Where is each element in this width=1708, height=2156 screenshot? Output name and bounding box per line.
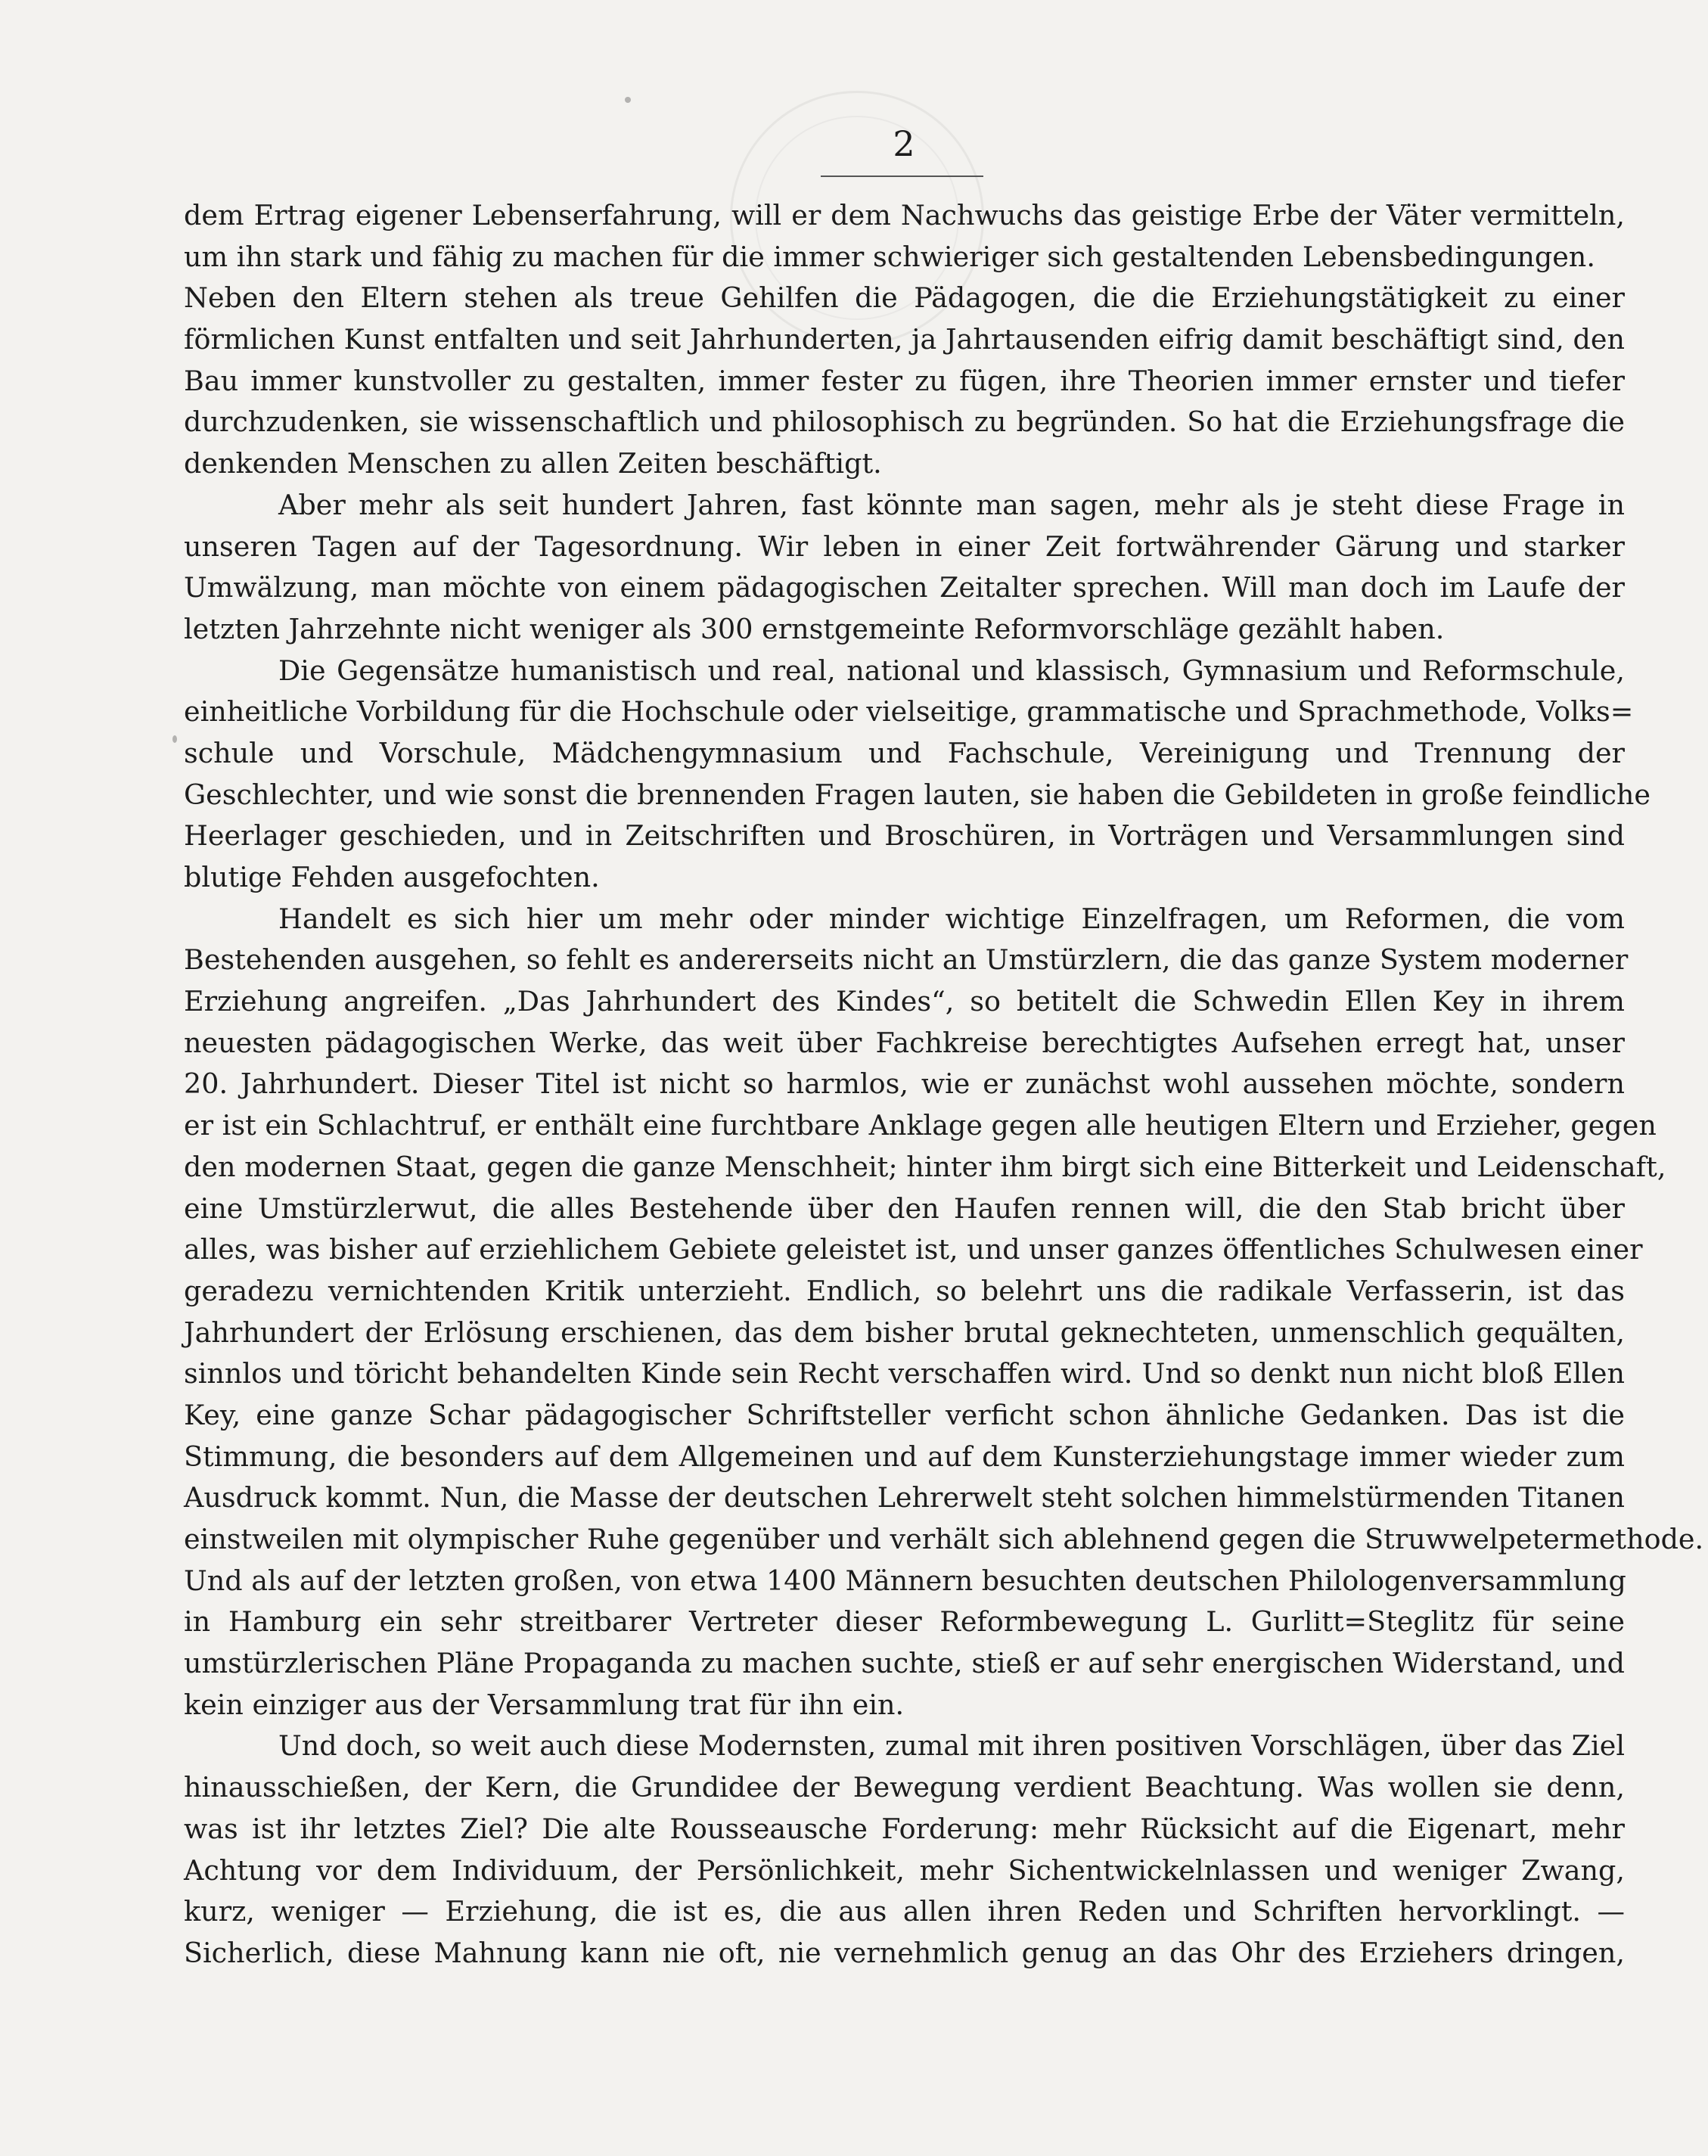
text-line: unseren Tagen auf der Tagesordnung. Wir leben in einer Zeit fortwährender Gärung und starker (184, 530, 1625, 563)
text-line: hinausschießen, der Kern, die Grundidee der Bewegung verdient Beachtung. Was wollen sie denn, (184, 1771, 1625, 1804)
text-line: umstürzlerischen Pläne Propaganda zu machen suchte, stieß er auf sehr energischen Widerstand, und (184, 1647, 1625, 1680)
text-line: Und doch, so weit auch diese Modernsten, zumal mit ihren positiven Vorschlägen, über das Ziel (278, 1729, 1625, 1763)
body-text (184, 195, 1704, 1974)
text-line: sinnlos und töricht behandelten Kinde sein Recht verschaffen wird. Und so denkt nun nicht bloß Ellen (184, 1357, 1625, 1390)
text-line: Geschlechter, und wie sonst die brennenden Fragen lauten, sie haben die Gebildeten in große feindliche (184, 778, 1651, 811)
scan-speck (625, 97, 631, 103)
text-line: Sicherlich, diese Mahnung kann nie oft, nie vernehmlich genug an das Ohr des Erziehers dringen, (184, 1936, 1625, 1969)
text-line: neuesten pädagogischen Werke, das weit über Fachkreise berechtigtes Aufsehen erregt hat, unser (184, 1026, 1625, 1059)
text-line: alles, was bisher auf erziehlichem Gebiete geleistet ist, und unser ganzes öffentliches Schulwesen einer (184, 1233, 1643, 1266)
text-line: in Hamburg ein sehr streitbarer Vertreter dieser Reformbewegung L. Gurlitt=Steglitz für seine (184, 1605, 1625, 1639)
text-line: geradezu vernichtenden Kritik unterzieht. Endlich, so belehrt uns die radikale Verfasserin, ist das (184, 1274, 1625, 1307)
text-line: kein einziger aus der Versammlung trat für ihn ein. (184, 1688, 905, 1721)
text-line: Die Gegensätze humanistisch und real, national und klassisch, Gymnasium und Reformschule, (278, 654, 1625, 687)
text-line: Neben den Eltern stehen als treue Gehilfen die Pädagogen, die die Erziehungstätigkeit zu einer (184, 281, 1625, 315)
text-line: Aber mehr als seit hundert Jahren, fast könnte man sagen, mehr als je steht diese Frage in (278, 488, 1625, 521)
text-line: was ist ihr letztes Ziel? Die alte Rousseausche Forderung: mehr Rücksicht auf die Eigenart, mehr (184, 1812, 1625, 1845)
text-line: durchzudenken, sie wissenschaftlich und philosophisch zu begründen. So hat die Erziehungsfrage die (184, 405, 1625, 439)
text-line: letzten Jahrzehnte nicht weniger als 300 ernstgemeinte Reformvorschläge gezählt haben. (184, 612, 1445, 645)
page-number: 2 (893, 123, 915, 164)
text-line: Handelt es sich hier um mehr oder minder wichtige Einzelfragen, um Reformen, die vom (278, 902, 1625, 935)
text-line: den modernen Staat, gegen die ganze Menschheit; hinter ihm birgt sich eine Bitterkeit und Leidenschaft, (184, 1150, 1666, 1183)
text-line: Achtung vor dem Individuum, der Persönlichkeit, mehr Sichentwickelnlassen und weniger Zwang, (184, 1853, 1625, 1887)
text-line: dem Ertrag eigener Lebenserfahrung, will er dem Nachwuchs das geistige Erbe der Väter vermitteln, (184, 199, 1625, 231)
text-line: Umwälzung, man möchte von einem pädagogischen Zeitalter sprechen. Will man doch im Laufe der (184, 571, 1625, 604)
text-line: Heerlager geschieden, und in Zeitschriften und Broschüren, in Vorträgen und Versammlungen sind (184, 819, 1625, 853)
text-line: denkenden Menschen zu allen Zeiten beschäftigt. (184, 447, 882, 480)
text-line: Bau immer kunstvoller zu gestalten, immer fester zu fügen, ihre Theorien immer ernster und tiefer (184, 364, 1625, 397)
text-line: förmlichen Kunst entfalten und seit Jahrhunderten, ja Jahrtausenden eifrig damit beschäftigt sind, den (184, 323, 1625, 356)
text-line: Ausdruck kommt. Nun, die Masse der deutschen Lehrerwelt steht solchen himmelstürmenden Titanen (184, 1481, 1625, 1514)
text-line: einstweilen mit olympischer Ruhe gegenüber und verhält sich ablehnend gegen die Struwwelpetermethode. (184, 1523, 1704, 1555)
text-line: Jahrhundert der Erlösung erschienen, das dem bisher brutal geknechteten, unmenschlich gequälten, (184, 1316, 1625, 1349)
text-line: Key, eine ganze Schar pädagogischer Schriftsteller verficht schon ähnliche Gedanken. Das ist die (184, 1398, 1625, 1431)
text-line: eine Umstürzlerwut, die alles Bestehende über den Haufen rennen will, die den Stab bricht über (184, 1191, 1625, 1225)
text-line: 20. Jahrhundert. Dieser Titel ist nicht so harmlos, wie er zunächst wohl aussehen möchte, sondern (184, 1067, 1625, 1101)
text-line: schule und Vorschule, Mädchengymnasium und Fachschule, Vereinigung und Trennung der (184, 736, 1625, 769)
text-line: Stimmung, die besonders auf dem Allgemeinen und auf dem Kunsterziehungstage immer wieder zum (184, 1440, 1625, 1473)
text-line: Erziehung angreifen. „Das Jahrhundert des Kindes“, so betitelt die Schwedin Ellen Key in ihrem (184, 985, 1625, 1018)
text-line: er ist ein Schlachtruf, er enthält eine furchtbare Anklage gegen alle heutigen Eltern und Erzieher, gegen (184, 1109, 1657, 1142)
scan-speck (172, 735, 177, 743)
text-line: kurz, weniger — Erziehung, die ist es, die aus allen ihren Reden und Schriften hervorklingt. — (184, 1895, 1625, 1928)
text-line: Und als auf der letzten großen, von etwa 1400 Männern besuchten deutschen Philologenversammlung (184, 1564, 1626, 1597)
header-rule (821, 176, 983, 177)
text-line: blutige Fehden ausgefochten. (184, 861, 600, 893)
text-line: um ihn stark und fähig zu machen für die immer schwieriger sich gestaltenden Lebensbedingungen. (184, 240, 1595, 273)
text-line: Bestehenden ausgehen, so fehlt es andererseits nicht an Umstürzlern, die das ganze System moderner (184, 943, 1629, 977)
text-line: einheitliche Vorbildung für die Hochschule oder vielseitige, grammatische und Sprachmethode, Volks= (184, 695, 1634, 729)
